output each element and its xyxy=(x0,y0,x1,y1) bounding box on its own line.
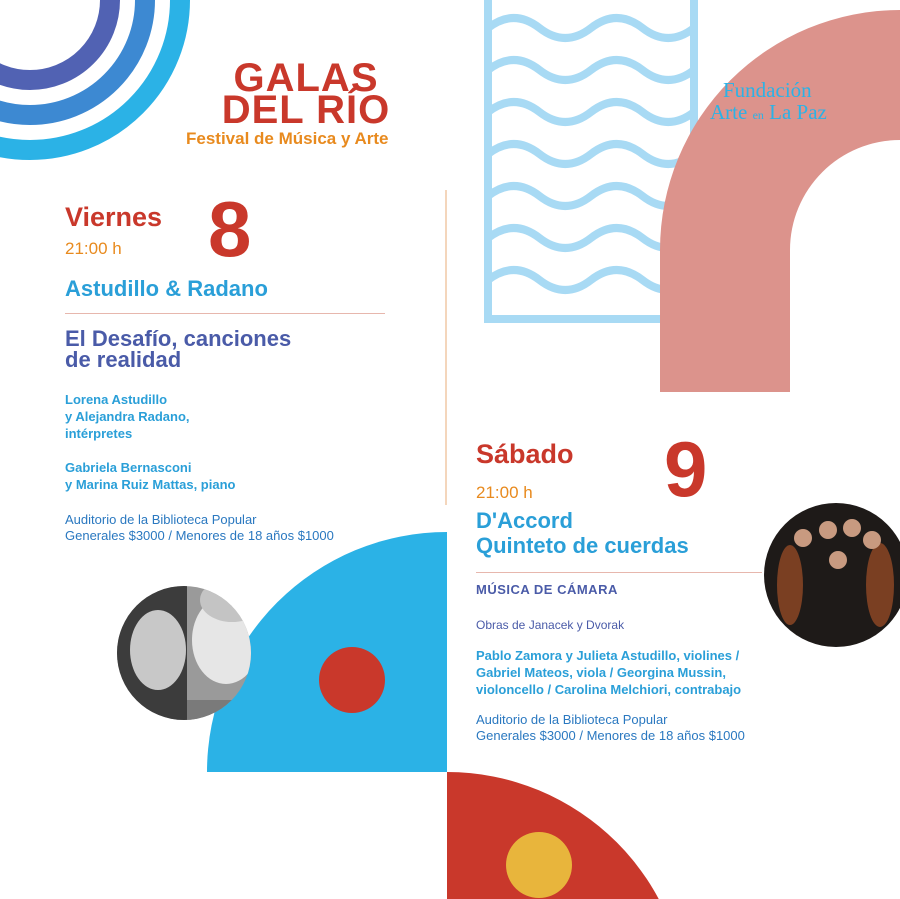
saturday-works: Obras de Janacek y Dvorak xyxy=(476,618,625,632)
saturday-separator xyxy=(476,572,762,573)
friday-venue xyxy=(65,512,334,544)
festival-title-line2: DEL RÍO xyxy=(221,88,391,132)
friday-separator xyxy=(65,313,385,314)
festival-title xyxy=(186,56,426,132)
saturday-day: Sábado xyxy=(476,439,574,469)
friday-performers-1-line3: intérpretes xyxy=(65,426,133,441)
saturday-time: 21:00 h xyxy=(476,483,533,502)
saturday-date-number: 9 xyxy=(664,425,708,513)
saturday-performers-line3: violoncello / Carolina Melchiori, contrabajo xyxy=(476,682,742,697)
saturday-artist-line1: D'Accord xyxy=(476,508,573,533)
friday-show-title xyxy=(65,328,291,370)
saturday-venue-line2: Generales $3000 / Menores de 18 años $1000 xyxy=(476,728,745,743)
red-dot-graphic xyxy=(319,647,385,713)
foundation-en: en xyxy=(752,108,764,122)
saturday-performers-line2: Gabriel Mateos, viola / Georgina Mussin, xyxy=(476,665,726,680)
friday-performers-1-line1: Lorena Astudillo xyxy=(65,392,168,407)
saturday-performers xyxy=(476,647,741,698)
concentric-arcs-graphic xyxy=(0,0,180,150)
saturday-artist-line2: Quinteto de cuerdas xyxy=(476,533,689,558)
ensemble-photo xyxy=(764,503,900,647)
foundation-logo-line2 xyxy=(710,100,827,125)
foundation-lapaz: La Paz xyxy=(769,100,827,124)
friday-time: 21:00 h xyxy=(65,239,122,258)
friday-performers-1 xyxy=(65,391,190,442)
friday-performers-1-line2: y Alejandra Radano, xyxy=(65,409,190,424)
saturday-venue-line1: Auditorio de la Biblioteca Popular xyxy=(476,712,668,727)
foundation-arte: Arte xyxy=(710,100,748,124)
friday-venue-line2: Generales $3000 / Menores de 18 años $1000 xyxy=(65,528,334,543)
saturday-performers-line1: Pablo Zamora y Julieta Astudillo, violines / xyxy=(476,648,740,663)
festival-title-line1: GALAS xyxy=(233,56,379,100)
friday-venue-line1: Auditorio de la Biblioteca Popular xyxy=(65,512,257,527)
friday-day: Viernes xyxy=(65,202,163,232)
friday-performers-2-line2: y Marina Ruiz Mattas, piano xyxy=(65,477,236,492)
friday-show-line2: de realidad xyxy=(65,347,182,372)
festival-subtitle: Festival de Música y Arte xyxy=(186,129,389,148)
friday-date-number: 8 xyxy=(208,185,252,273)
friday-performers-2-line1: Gabriela Bernasconi xyxy=(65,460,192,475)
saturday-venue xyxy=(476,712,745,744)
friday-artist: Astudillo & Radano xyxy=(65,276,268,301)
friday-performers-2 xyxy=(65,459,235,493)
foundation-logo-line1: Fundación xyxy=(723,78,812,102)
yellow-dot-graphic xyxy=(506,832,572,898)
saturday-artist xyxy=(476,508,689,558)
saturday-category: MÚSICA DE CÁMARA xyxy=(476,582,618,597)
friday-show-line1: El Desafío, canciones xyxy=(65,326,292,351)
